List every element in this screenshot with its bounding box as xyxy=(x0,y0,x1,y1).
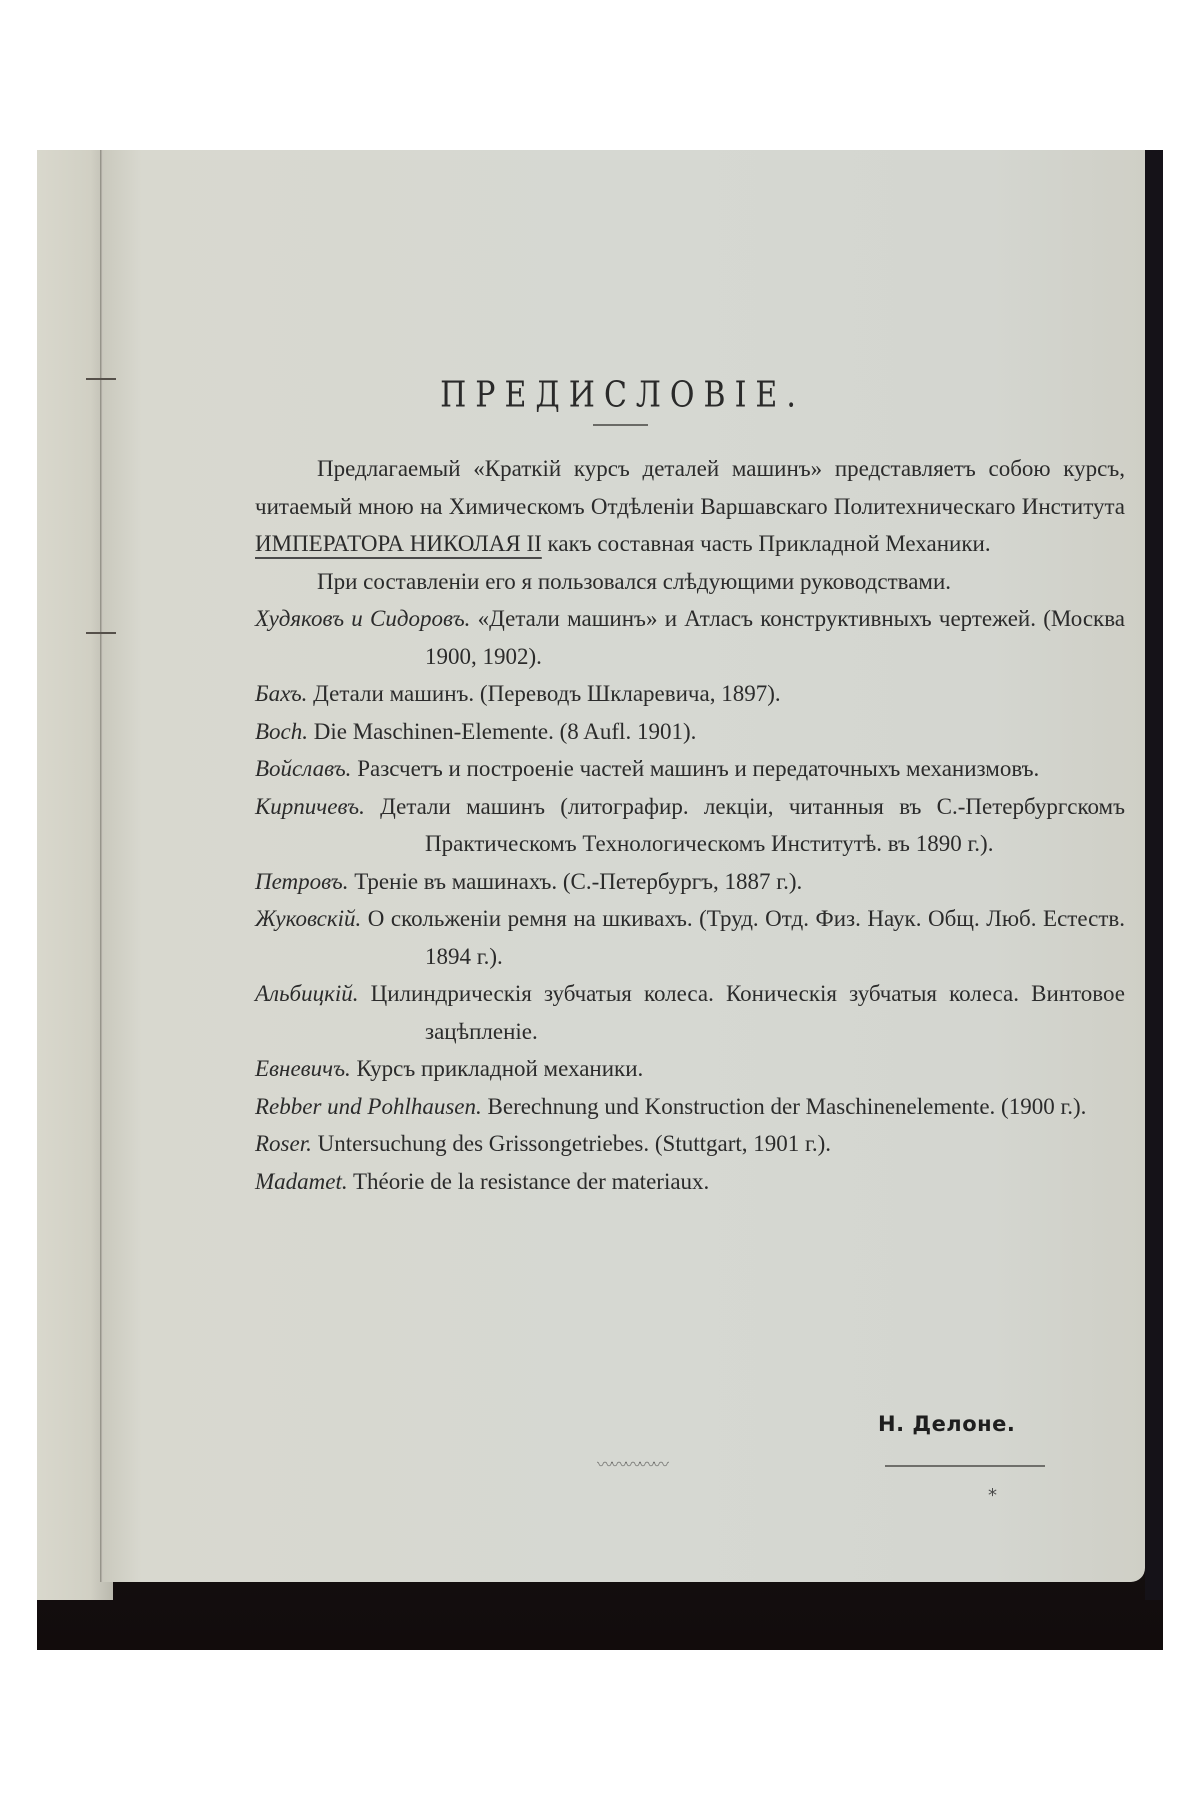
reference-author: Madamet. xyxy=(255,1168,348,1194)
reference-item xyxy=(255,675,1125,713)
page-title: ПРЕДИСЛОВІЕ. xyxy=(440,374,805,417)
reference-item xyxy=(255,750,1125,788)
asterisk-mark: * xyxy=(988,1485,997,1506)
reference-item xyxy=(255,1050,1125,1088)
reference-author: Альбицкій. xyxy=(255,981,359,1006)
reference-author: Петровъ. xyxy=(255,868,349,894)
book-page xyxy=(100,150,1145,1582)
reference-text: Детали машинъ (литографир. лекціи, читанныя въ С.-Петербургскомъ Практическомъ Технологическомъ Институтѣ. въ 1890 г.). xyxy=(380,793,1125,856)
sources-paragraph: При составленіи его я пользовался слѣдующими руководствами. xyxy=(317,568,952,594)
intro-text-end: какъ составная часть Прикладной Механики. xyxy=(541,531,991,556)
reference-text: Разсчетъ и построеніе частей машинъ и передаточныхъ механизмовъ. xyxy=(357,756,1040,781)
reference-item xyxy=(255,788,1125,863)
reference-text: Berechnung und Konstruction der Maschinenelemente. (1900 г.). xyxy=(487,1093,1087,1119)
reference-text: Untersuchung des Grissongetriebes. (Stuttgart, 1901 г.). xyxy=(317,1131,832,1156)
reference-text: Курсъ прикладной механики. xyxy=(356,1056,644,1081)
reference-author: Boch. xyxy=(255,718,309,744)
reference-text: «Детали машинъ» и Атласъ конструктивныхъ чертежей. (Москва 1900, 1902). xyxy=(425,606,1125,669)
reference-author: Rebber und Pohlhausen. xyxy=(255,1093,482,1119)
reference-text: Цилиндрическія зубчатыя колеса. Коническія зубчатыя колеса. Винтовое зацѣпленіе. xyxy=(370,981,1126,1044)
reference-item xyxy=(255,1163,1125,1201)
intro-paragraph xyxy=(255,450,1125,563)
reference-text: Треніе въ машинахъ. (С.-Петербургъ, 1887 г.). xyxy=(354,868,803,894)
reference-text: Théorie de la resistance der materiaux. xyxy=(352,1168,710,1194)
book-cover-edge xyxy=(1145,150,1163,1600)
intro-text-start: Предлагаемый «Краткій курсъ деталей машинъ» представляетъ собою курсъ, читаемый мною на Химическомъ Отдѣленіи Варшавскаго Политехническаго Института xyxy=(255,456,1125,519)
binding-gutter xyxy=(100,150,103,1582)
underlined-institute-name: ИМПЕРАТОРА НИКОЛАЯ II xyxy=(255,531,542,556)
reference-author: Евневичъ. xyxy=(255,1056,351,1081)
reference-item xyxy=(255,1125,1125,1163)
tilde-ornament: 〰〰〰〰〰 xyxy=(597,1455,668,1474)
reference-author: Жуковскій. xyxy=(255,906,362,931)
reference-author: Худяковъ и Сидоровъ. xyxy=(255,606,471,631)
reference-item xyxy=(255,600,1125,675)
reference-item xyxy=(255,1088,1125,1126)
reference-text: Die Maschinen-Elemente. (8 Aufl. 1901). xyxy=(313,718,697,744)
author-signature: Н. Делоне. xyxy=(878,1412,1016,1436)
preface-body xyxy=(255,450,1125,1200)
signature-rule xyxy=(885,1465,1045,1467)
reference-item xyxy=(255,713,1125,751)
reference-item xyxy=(255,900,1125,975)
reference-author: Кирпичевъ. xyxy=(255,793,365,819)
book-photo xyxy=(37,150,1163,1650)
title-divider xyxy=(593,424,648,426)
reference-author: Войславъ. xyxy=(255,756,352,781)
reference-text: Детали машинъ. (Переводъ Шкларевича, 1897). xyxy=(313,681,781,706)
reference-text: О скольженіи ремня на шкивахъ. (Труд. Отд. Физ. Наук. Общ. Люб. Естеств. 1894 г.). xyxy=(367,906,1125,969)
binding-stitch xyxy=(86,632,116,634)
reference-author: Бахъ. xyxy=(255,681,308,706)
reference-item xyxy=(255,863,1125,901)
reference-item xyxy=(255,975,1125,1050)
reference-author: Roser. xyxy=(255,1131,312,1156)
reference-list xyxy=(255,600,1125,1200)
